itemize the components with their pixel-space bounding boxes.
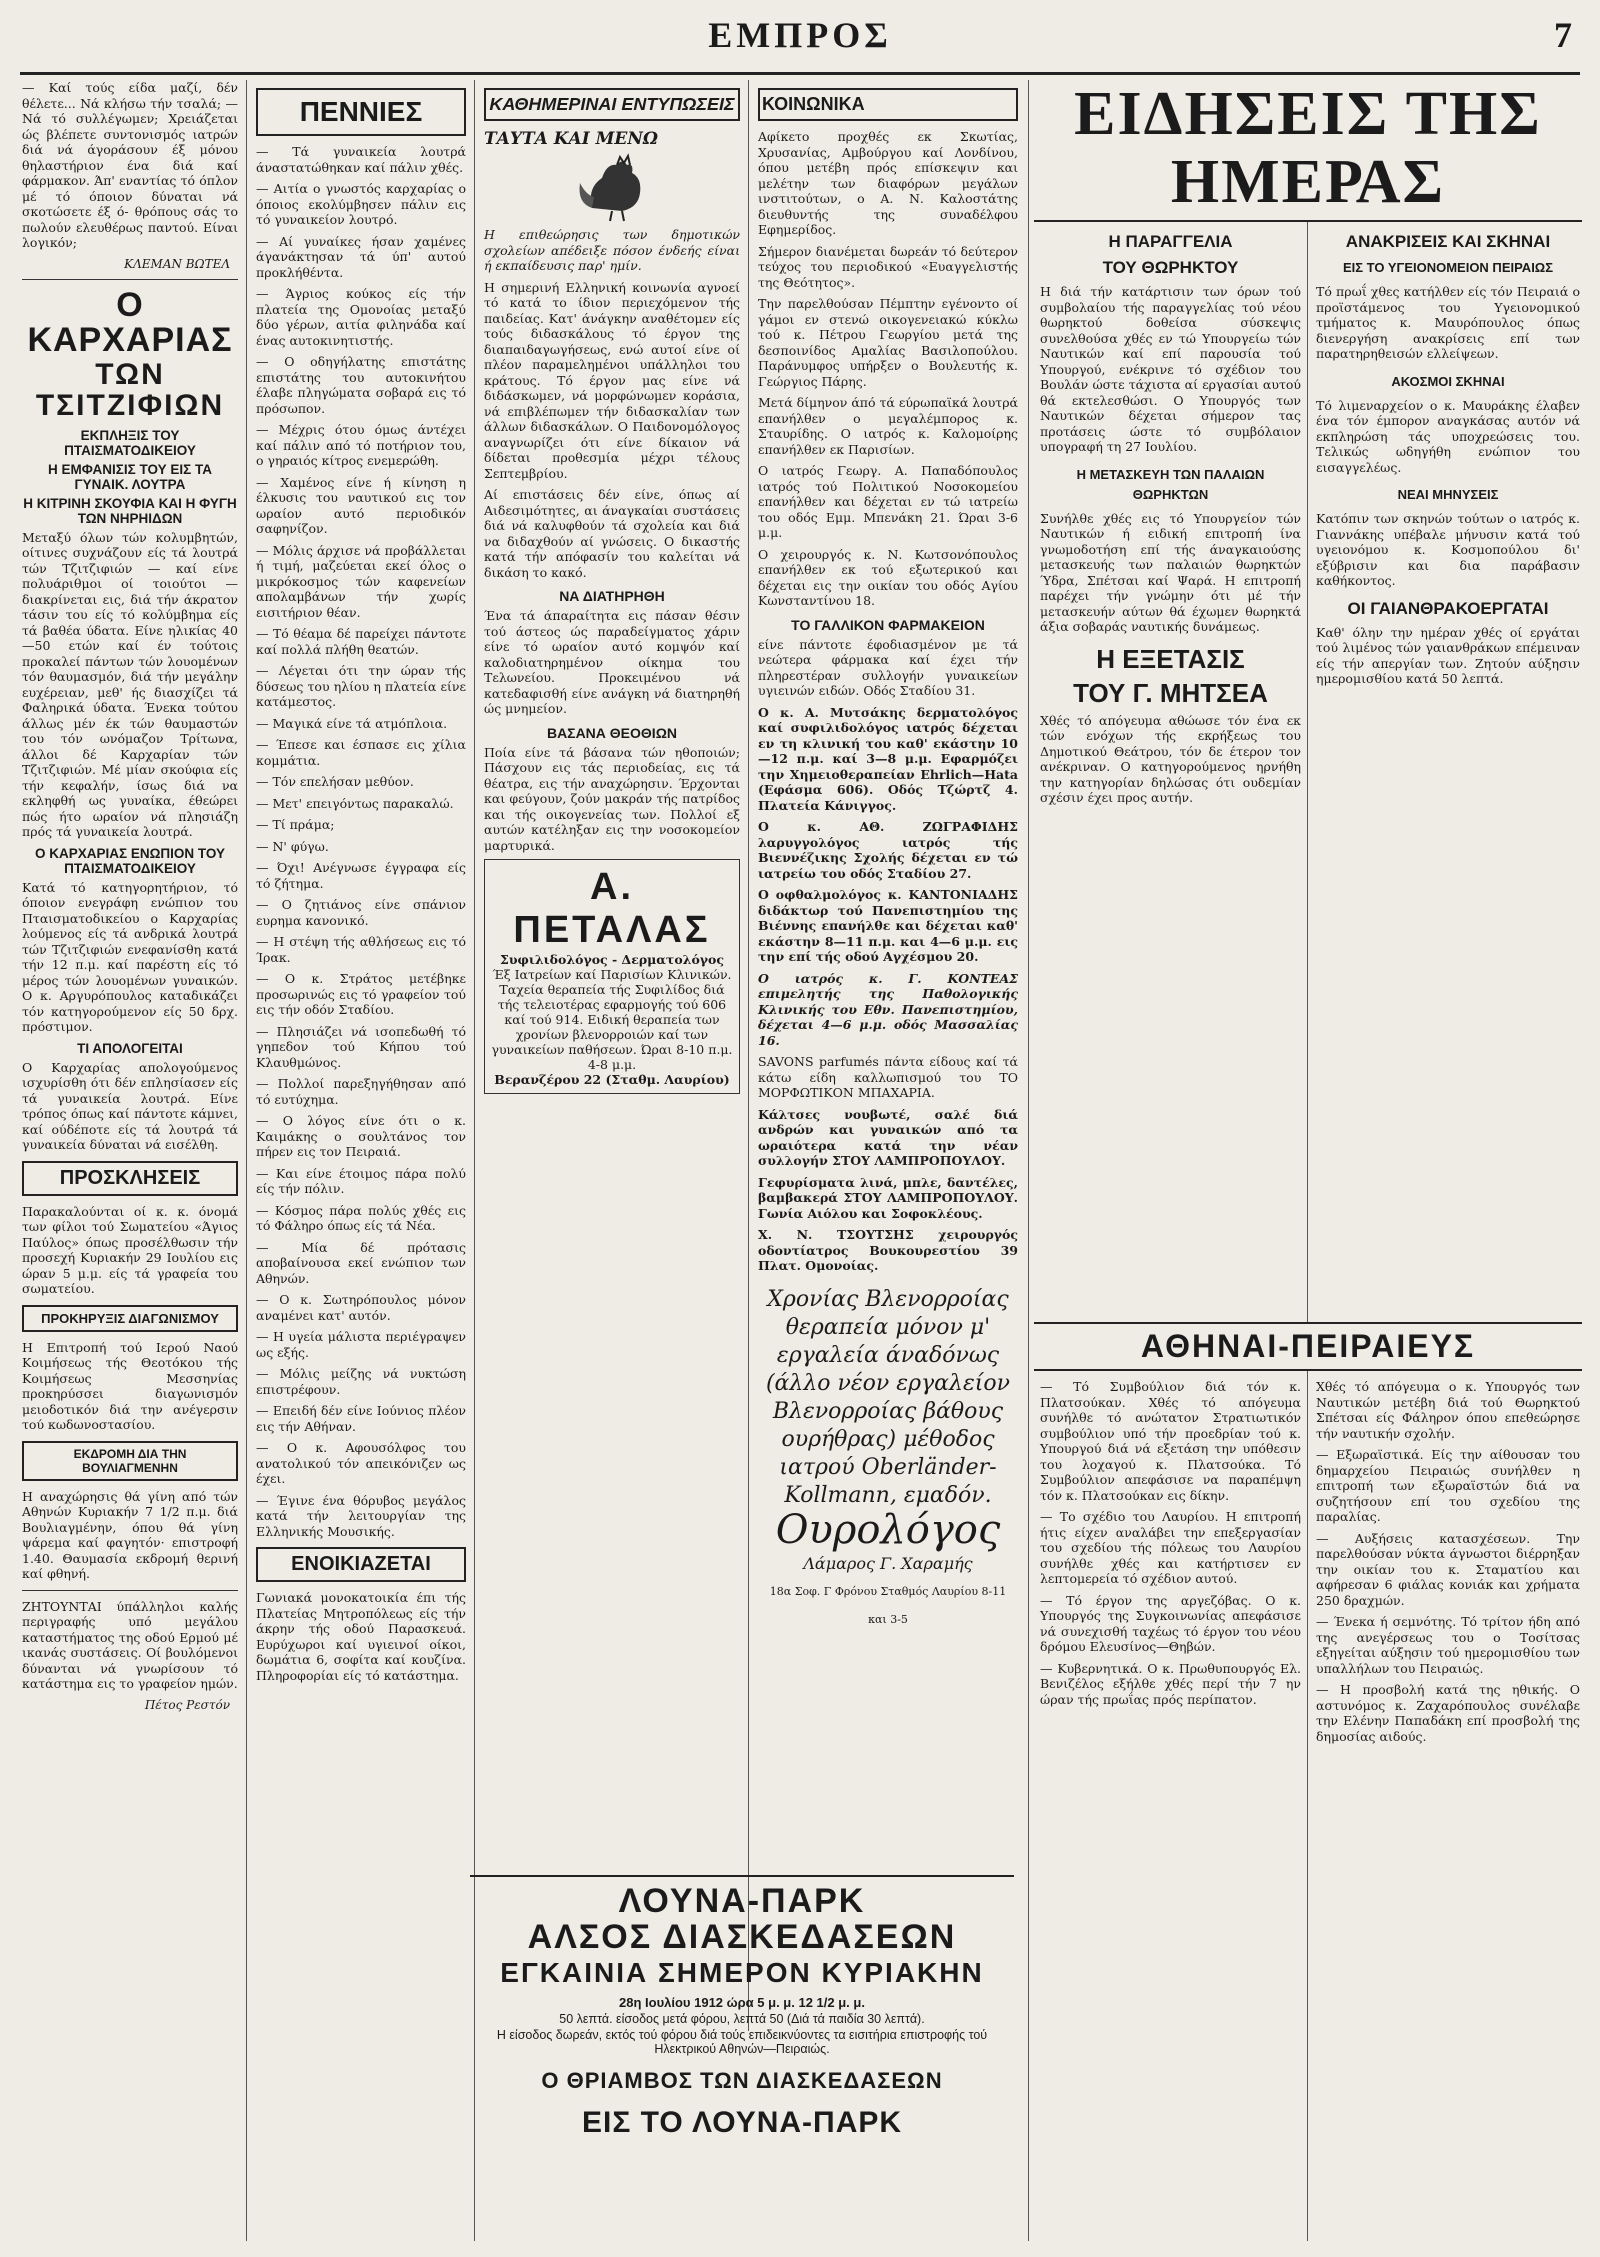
subhead: ΤΙ ΑΠΟΛΟΓΕΙΤΑΙ: [77, 1040, 183, 1056]
masthead: [20, 10, 1580, 75]
ad-text: Κάλτσες νουβωτέ, σαλέ διά ανδρών και γυναικών από τα ωραιότερα κατά την νέαν συλλογήν ΣΤΟΥ ΛΑΜΠΡΟΠΟΥΛΟΥ.: [758, 1106, 1018, 1168]
article-body: — Ένεκα ή σεμνότης. Τό τρίτον ήδη από της ανεγέρσεως του ο Τοσίτσας εξηγείται αύξησιν τού ημερομισθίου των υπαλλήλων του Πειραιώς.: [1316, 1614, 1580, 1676]
pennies-item: — Ο οδηγήλατης επιστάτης επιστάτης του αυτοκινήτου έλαβε πληγώματα σοβαρά εις τό πρόσωπον.: [256, 354, 466, 416]
pennies-item: — Ν' φύγω.: [256, 838, 329, 854]
section-header: ΤΟΥ Γ. ΜΗΤΣΕΑ: [1073, 677, 1268, 708]
article-body: — Το σχέδιο του Λαυρίου. Η επιτροπή ήτις είχεν αναλάβει την επεξεργασίαν του σχεδίου τής πόλεως του Λαυρίου συνήλθε χθές και κατήρτισεν εν λεπτομερεία τό σχέδιον αυτού.: [1040, 1509, 1301, 1586]
column-3: [476, 80, 748, 2031]
article-body: — Τό Συμβούλιον διά τόν κ. Πλατσούκαν. Χθές τό απόγευμα συνήλθε τό ανώτατον Στρατιωτικόν συμβούλιον υπό τήν προεδρίαν τού κ. Υπουργού διά νά εξετάση την υπόθεσιν του λοχαγού κ. Πλατσούκα. Τό Συμβούλιον απεφάσισε να παραπέμψη τόν κ. Πλατσούκαν εις δίκην.: [1040, 1379, 1301, 1503]
invitations-header: ΠΡΟΣΚΛΗΣΕΙΣ: [22, 1161, 238, 1196]
news-subcolumn-left: [1034, 222, 1308, 1322]
subhead: Ο ΚΑΡΧΑΡΙΑΣ ΕΝΩΠΙΟΝ ΤΟΥ ΠΤΑΙΣΜΑΤΟΔΙΚΕΙΟΥ: [34, 845, 226, 876]
divider: [22, 279, 238, 280]
article-body: Παρακαλούνται οί κ. κ. όνομά των φίλοι τού Σωματείου «Άγιος Παύλος» όπως προσέλθωσιν τήν προσεχή Κυριακήν 29 Ιουλίου εις ώραν 5 μ.μ. είς τά γραφεία του σωματείου.: [22, 1203, 238, 1297]
pennies-item: — Τό θέαμα δέ παρείχει πάντοτε καί πολλά πλήθη θεατών.: [256, 626, 466, 657]
luna-prices: 50 λεπτά. είσοδος μετά φόρου, λεπτά 50 (Διά τά παιδία 30 λεπτά).: [559, 2012, 925, 2026]
pennies-header: ΠΕΝΝΙΕΣ: [256, 88, 466, 136]
subhead: Η ΚΙΤΡΙΝΗ ΣΚΟΥΦΙΑ ΚΑΙ Η ΦΥΓΗ ΤΩΝ ΝΗΡΗΙΔΩΝ: [23, 495, 237, 526]
section-header: ΟΙ ΓΑΙΑΝΘΡΑΚΟΕΡΓΑΤΑΙ: [1347, 598, 1549, 618]
pennies-item: — Άγριος κούκος είς τήν πλατεία της Ομονοίας μεταξύ δύο γέρων, αιτία φιληνάδα καί ένας αυτοκινητιστής.: [256, 286, 466, 348]
section-header: ΒΑΣΑΝΑ ΘΕΟΘΙΩΝ: [546, 724, 678, 741]
newspaper-title: ΕΜΠΡΟΣ: [708, 15, 892, 55]
ad-text: Ο κ. ΑΘ. ΖΩΓΡΑΦΙΔΗΣ λαρυγγολόγος ιατρός τής Βιεννέζικης Σχολής δέχεται εν τώ ιατρείω του οδός Σταδίου 27.: [758, 819, 1018, 881]
page-number: 7: [1554, 15, 1572, 55]
ad-text: είνε πάντοτε έφοδιασμένον με τά νεώτερα φάρμακα καί έχει τήν πληρεστέραν συλλογήν γυναικείων υγιεινών ειδών. Οδός Σταδίου 31.: [758, 636, 1018, 698]
rent-text: Γωνιακά μονοκατοικία έπι τής Πλατείας Μητροπόλεως είς τήν άκρην τής οδού Παρασκευά. Ευρύχωροι καί υγιεινοί οίκοι, δωμάτια 6, σοφίτα καί κουζίνα. Πληροφορίαι είς τό κατάστημα.: [256, 1590, 466, 1683]
intro-text: — Καί τούς είδα μαζί, δέν θέλετε... Νά κλήσω τήν τσαλά; — Νά τό συλλέγωμεν; Χρειάζεται ώς βλέπετε συντονισμός ιατρών διά νά άγοράσουν έξ μόνου θηλαστήριον ένα διά καί φάρμακον. Άπ' εναντίας τό όπλον μέ τό όποιον δύναται νά σκοτώσετε έξ ό- θρόπους σάς το πωλούν ελευθέρως παντού. Είναι λογικόν;: [22, 80, 238, 250]
pennies-item: — Λέγεται ότι την ώραν τής δύσεως του ηλίου η πλατεία είνε κατάμεστος.: [256, 663, 466, 709]
pennies-item: — Μέχρις ότου όμως άντέχει καί πάλιν από τό ποτήριον του, ο γηραιός κίτρος ενεμερώθη.: [256, 422, 466, 468]
article-body: Μετά δίμηνον άπό τά εύρωπαϊκά λουτρά επανήλθεν ο μεγαλέμπορος κ. Σταυρίδης. Ο ιατρός κ. Καλομοίρης επανήλθεν εκ Παρισίων.: [758, 395, 1018, 457]
pennies-item: — Ο κ. Σωτηρόπουλος μόνον αναμένει κατ' αυτόν.: [256, 1292, 466, 1323]
ad-script-text: Χρονίας Βλενορροίας θεραπεία μόνον μ' εργαλεία άναδόνως (άλλο νέον εργαλείον Βλενορροίας βάθους ουρήθρας) μέθοδος ιατρού Oberländer-Kollmann, εμαδόν.: [765, 1286, 1011, 1508]
article-body: Ένα τά άπαραίτητα εις πάσαν θέσιν τού άστεος ώς παραδείγματος χάριν είνε τό ωραίον αυτό κομψόν καί καλοδιατηρημένον οίκημα του Τελωνείου. Προκειμένου νά κατεδαφισθή είνε ανάγκη νά διατηρηθή ώς μνημείον.: [484, 608, 740, 716]
section-header: ΑΝΑΚΡΙΣΕΙΣ ΚΑΙ ΣΚΗΝΑΙ: [1345, 232, 1551, 251]
ad-text: Ο ιατρός κ. Γ. ΚΟΝΤΕΑΣ επιμελητής της Παθολογικής Κλινικής του Εθν. Πανεπιστημίου, δέχεται 4—6 μ.μ. οδός Μασσαλίας 16.: [758, 970, 1018, 1048]
luna-park-ad: [470, 1875, 1014, 2140]
pennies-item: — Ο ζητιάνος είνε σπάνιον ευρημα κανονικό.: [256, 897, 466, 928]
lead-text: Η επιθεώρησις των δημοτικών σχολείων απέδειξε πόσον ένδεής είναι ή εκπαίδευσις παρ' ημίν.: [484, 227, 740, 273]
ad-name: Α. ΠΕΤΑΛΑΣ: [513, 866, 711, 951]
article-body: Ο ιατρός Γεωργ. Α. Παπαδόπουλος ιατρός τού Πολιτικού Νοσοκομείου επανήλθεν και δέχεται εν τώ ιατρείω του οδός Εμμ. Μπενάκη 21. Ώραι 3-6 μ.μ.: [758, 463, 1018, 540]
pennies-item: — Έγινε ένα θόρυβος μεγάλος κατά τήν λειτουργίαν της Ελληνικής Μουσικής.: [256, 1492, 466, 1539]
pennies-item: — Αί γυναίκες ήσαν χαμένες άγανάκτησαν τά ύπ' αυτού προκλήθέντα.: [256, 233, 466, 280]
article-body: Ο Καρχαρίας απολογούμενος ισχυρίσθη ότι δέν επλησίασεν είς τά γυναικεία λουτρά. Είνε τρόπος όπως καί πάντοτε κάμνει, καί ούδέποτε είς τά λουτρά τά γυναικεία δύναται νά εισέλθη.: [22, 1059, 238, 1153]
classified-text: ΖΗΤΟΥΝΤΑΙ ύπάλληλοι καλής περιγραφής υπό μεγάλου καταστήματος της οδού Ερμού μέ ικανάς συστάσεις. Οί βουλόμενοι δύνανται νά γνωρίσουν τό κατάστημα εις το γραφείον ημών.: [22, 1598, 238, 1692]
column-rule: [1028, 80, 1029, 2241]
ad-text: SAVONS parfumés πάντα είδους καί τά κάτω είδη καλλωπισμού του ΤΟ ΜΟΡΦΩΤΙΚΟΝ ΜΠΑΧΑΡΙΑ.: [758, 1054, 1018, 1100]
divider: [470, 1875, 1014, 1877]
ad-text: Ο οφθαλμολόγος κ. ΚΑΝΤΟΝΙΑΔΗΣ διδάκτωρ τού Πανεπιστημίου της Βιέννης επανήλθε και δέχεται καθ' εκάστην 8—11 π.μ. και 4—6 μ.μ. εις την επί τής οδού Αγχέσμου 20.: [758, 887, 1018, 964]
luna-opening: ΕΓΚΑΙΝΙΑ ΣΗΜΕΡΟΝ ΚΥΡΙΑΚΗΝ: [500, 1957, 984, 1988]
article-body: Την παρελθούσαν Πέμπτην εγένοντο οί γάμοι εν στενώ οικογενειακώ κύκλω τού κ. Πέτρου Γεωργίου μετά της δεσποινίδος Αμαλίας Βασιλοπούλου. Παράνυμφος υπήρξεν ο Βουλευτής κ. Γεώργιος Πάρης.: [758, 296, 1018, 389]
section-header: ΤΟΥ ΘΩΡΗΚΤΟΥ: [1102, 258, 1239, 277]
pennies-item: — Αιτία ο γνωστός καρχαρίας ο όποιος εκολύμβησεν πάλιν εις τό γυναικείον λουτρό.: [256, 181, 466, 227]
news-upper: [1034, 222, 1582, 1322]
social-header: ΚΟΙΝΩΝΙΚΑ: [758, 88, 1018, 121]
pennies-item: — Πλησιάζει νά ισοπεδωθή τό γηπεδον τού Κήπου τού Κλαυθμώνος.: [256, 1023, 466, 1070]
pennies-item: — Κόσμος πάρα πολύς χθές εις τό Φάληρο όπως είς τά Νέα.: [256, 1202, 466, 1233]
luna-final: ΕΙΣ ΤΟ ΛΟΥΝΑ-ΠΑΡΚ: [581, 2106, 903, 2139]
luna-subtitle: ΑΛΣΟΣ ΔΙΑΣΚΕΔΑΣΕΩΝ: [527, 1918, 957, 1956]
urologist-ad: [758, 1280, 1018, 1640]
headline-karcharias: Ο ΚΑΡΧΑΡΙΑΣ: [27, 285, 233, 360]
pennies-item: — Όχι! Ανέγνωσε έγγραφα είς τό ζήτημα.: [256, 860, 466, 891]
divider: [22, 1590, 238, 1591]
section-header: Η ΜΕΤΑΣΚΕΥΗ ΤΩΝ ΠΑΛΑΙΩΝ ΘΩΡΗΚΤΩΝ: [1076, 466, 1265, 502]
article-body: Η διά τήν κατάρτισιν των όρων τού συμβολαίου τής παραγγελίας τού νέου θωρηκτού δοθείσα σύσκεψις συνελθούσα χθές εν τώ Υπουργείω τών Ναυτικών καί επί παρουσία τού Υπουργού, ενέκρινε τό σχέδιον του Βουλάν ώστε τάχιστα αί εργασίαι αυτού θά εκτελεσθώσι. Ο Υπουργός των Ναυτικών δέχεται σήμερον τας προτάσεις ώστε τό συμβόλαιον υπογραφή τη 27 Ιουλίου.: [1040, 284, 1301, 454]
article-body: Ποία είνε τά βάσανα τών ηθοποιών; Πάσχουν εις τάς περιοδείας, εις τά θέατρα, εις τήν αναχώρησιν. Έρχονται και φεύγουν, ζούν μακράν τής πατρίδος και τής οικογενείας των. Πολλοί εξ αυτών κατέληξαν εις την νοσοκομείον μαρτυρικά.: [484, 744, 740, 853]
news-title: ΕΙΔΗΣΕΙΣ ΤΗΣ ΗΜΕΡΑΣ: [1034, 80, 1582, 222]
article-body: — Η προσβολή κατά της ηθικής. Ο αστυνόμος κ. Ζαχαρόπουλος συνέλαβε την Ελένην Παπαδάκη επί προσβολή της δημοσίας αιδούς.: [1316, 1682, 1580, 1744]
excursion-header: ΕΚΔΡΟΜΗ ΔΙΑ ΤΗΝ ΒΟΥΛΙΑΓΜΕΝΗΝ: [22, 1441, 238, 1481]
section-header: Η ΕΞΕΤΑΣΙΣ: [1096, 643, 1245, 674]
pennies-list: [256, 144, 466, 1539]
ad-script-address: 18α Σοφ. Γ Φρόνου Σταθμός Λαυρίου 8-11 και 3-5: [769, 1584, 1007, 1626]
pennies-item: — Έπεσε και έσπασε εις χίλια κομμάτια.: [256, 737, 466, 768]
ad-script-title: Ουρολόγος: [775, 1506, 1001, 1553]
luna-triumph: Ο ΘΡΙΑΜΒΟΣ ΤΩΝ ΔΙΑΣΚΕΔΑΣΕΩΝ: [541, 2068, 943, 2093]
competition-header: ΠΡΟΚΗΡΥΞΙΣ ΔΙΑΓΩΝΙΣΜΟΥ: [22, 1305, 238, 1332]
pennies-item: — Μόλις μείζης νά νυκτώση επιστρέφουν.: [256, 1366, 466, 1397]
pennies-item: — Μετ' επειγόντως παρακαλώ.: [256, 795, 454, 811]
article-body: Μεταξύ όλων τών κολυμβητών, οίτινες συχνάζουν είς τά λουτρά τών Τζιτζιφιών — καί είνε πολυάριθμοι οί τοιούτοι — διακρίνεται εις, διά τήν άκρατον τάσιν του είς τό κολύμβημα είς τά βαθέα ύδατα. Είνε ηλικίας 40—50 ετών καί έν τούτοις προκαλεί πάντων τών λουομένων τόν θαυμασμόν, διά τήν μεγάλην ευχέρειαν, μεθ' ής διασχίζει τά Φαληρικά ύδατα. Ένεκα τούτου άλλως μέν έκ τών θαυμαστών του τόν ωνόμαζον Τρίτωνα, άλλοι δέ Καρχαρίαν τών Τζιτζιφιών. Μέ μίαν σκούφια είς τήν κεφαλήν, ίσως διά να εκληφθή ως γυναίκα, έθεώρει πώς ήτο ωραίον νά πλησιάζη πρός τά γυναικεία λουτρά.: [22, 529, 238, 840]
article-body: Η Επιτροπή τού Ιερού Ναού Κοιμήσεως τής Θεοτόκου τής Κοιμήσεως Μεσσηνίας προκηρύσσει διαγωνισμόν μειοδοτικόν διά την ανέγερσιν τού κωδωνοστασίου.: [22, 1339, 238, 1433]
subhead: ΕΚΠΛΗΞΙΣ ΤΟΥ ΠΤΑΙΣΜΑΤΟΔΙΚΕΙΟΥ: [64, 427, 196, 458]
rooster-icon: [572, 153, 652, 223]
ad-text: Χ. Ν. ΤΣΟΥΤΣΗΣ χειρουργός οδοντίατρος Βουκουρεστίου 39 Πλατ. Ομονοίας.: [758, 1227, 1018, 1273]
luna-title: ΛΟΥΝΑ-ΠΑΡΚ: [618, 1882, 866, 1920]
ad-line: Συφιλιδολόγος - Δερματολόγος: [500, 952, 724, 967]
petalas-ad: [484, 859, 740, 1094]
news-section: [1030, 80, 1586, 2241]
pennies-item: — Πολλοί παρεξηγήθησαν από τό ευτύχημα.: [256, 1076, 466, 1107]
column-4: [750, 80, 1026, 2031]
article-body: Χθές τό απόγευμα ο κ. Υπουργός των Ναυτικών μετέβη διά τού Θωρηκτού Σπέτσαι είς Φάληρον όπου επεθεώρησε τήν ναυτικήν σχολήν.: [1316, 1379, 1580, 1441]
pennies-item: — Και είνε έτοιμος πάρα πολύ είς τήν πόλιν.: [256, 1165, 466, 1196]
article-body: Σήμερον διανέμεται δωρεάν τό δεύτερον τεύχος του περιοδικού «Ευαγγελιστής της Θεότητος».: [758, 243, 1018, 290]
pennies-item: — Ο κ. Στράτος μετέβηκε προσωρινώς εις τό γραφείον τού εις τήν οδόν Σταδίου.: [256, 971, 466, 1017]
section-header: Η ΠΑΡΑΓΓΕΛΙΑ: [1108, 232, 1233, 251]
pennies-item: — Μαγικά είνε τά ατμόπλοια.: [256, 715, 448, 731]
article-body: Κατόπιν των σκηνών τούτων ο ιατρός κ. Γιαννάκης υπέβαλε μήνυσιν κατά τού υγειονόμου κ. Κοσμοπούλου δι' εξύβρισιν και δια παράβασιν καθήκοντος.: [1316, 511, 1580, 588]
signature: ΚΛΕΜΑΝ ΒΩΤΕΛ: [124, 256, 230, 271]
pennies-item: — Ο κ. Αφουσόλφος του ανατολικού τόν απεικόνιζεν ως έχει.: [256, 1440, 466, 1486]
article-body: Χθές τό απόγευμα αθώωσε τόν ένα εκ τών ενόχων τής εκρήξεως του Δημοτικού Θεάτρου, τόν δε έτερον τον ανέκριναν. Ο κατηγορούμενος ηρνήθη την κατηγορίαν δηλώσας ότι ουδεμίαν σχέσιν έχει προς αυτήν.: [1040, 712, 1301, 805]
news-subcolumn-left: [1034, 1371, 1308, 2241]
athens-piraeus-header: ΑΘΗΝΑΙ-ΠΕΙΡΑΙΕΥΣ: [1034, 1322, 1582, 1371]
article-body: Ο χειρουργός κ. Ν. Κωτσονόπουλος επανήλθεν εκ τού εξωτερικού και δέχεται εις την οικίαν του οδός Αγίου Κωνσταντίνου 18.: [758, 546, 1018, 608]
pennies-item: — Μόλις άρχισε νά προβάλλεται ή τιμή, μαζεύεται εκεί όλος ο μικρόκοσμος τών καφενείων απολαμβάνων τήν χωρίς εισιτήριον θέαν.: [256, 542, 466, 620]
article-body: Η σημερινή Ελληνική κοινωνία αγνοεί τό κατά το ίδιον περιεχόμενον τής παιδείας. Κατ' άνάγκην αναθέτομεν είς τούς διδασκάλους τό έργον της διαπαιδαγωγήσεως, ενώ αυτοί είνε οί πλέον παραμελημένοι υπάλληλοι του κράτους. Τό έργον μας είνε νά διδάσκωμεν, νά μορφώνωμεν κοράσια, νά επιβλέπωμεν τήν διδασκαλίαν των άλλων διδασκάλων. Ο Παιδονομόλογος αναγνωρίζει ότι είνε δίκαιον νά δίδεται προθεσμία μέχρι τέλους Σεπτεμβρίου.: [484, 279, 740, 481]
signature: Πέτος Ρεστόν: [144, 1697, 230, 1712]
article-body: — Τό έργον της αργεζόβας. Ο κ. Υπουργός της Συγκοινωνίας απεφάσισε νά συνεχισθή ταχέως τό έργον του νέου δρόμου Ελευσίνος—Θηβών.: [1040, 1592, 1301, 1654]
article-body: — Κυβερνητικά. Ο κ. Πρωθυπουργός Ελ. Βενιζέλος εξήλθε χθές περί τήν 7 ην ώραν τής πρωΐας πρός περίπατον.: [1040, 1660, 1301, 1707]
article-body: Αφίκετο προχθές εκ Σκωτίας, Χρυσανίας, Αμβούργου καί Λονδίνου, όπου μετέβη πρός επίσκεψιν και μελέτην των διαφόρων μεγάλων ινστιτούτων, ο Α. Ν. Καλοστάτης διευθυντής της συναδέλφου Εφημερίδος.: [758, 129, 1018, 237]
ad-line: Ταχεία θεραπεία τής Συφιλίδος διά τής τελειοτέρας εφαρμογής τού 606 καί τού 914. Ειδική θεραπεία των χρονίων βλενορροιών καί των γυναικείων παθήσεων. Ώραι 8-10 π.μ. 4-8 μ.μ.: [491, 982, 733, 1072]
column-1: [14, 80, 246, 2241]
impressions-header: ΚΑΘΗΜΕΡΙΝΑΙ ΕΝΤΥΠΩΣΕΙΣ: [484, 88, 740, 121]
section-header: ΝΑ ΔΙΑΤΗΡΗΘΗ: [559, 588, 665, 604]
article-body: Αί επιστάσεις δέν είνε, όπως αί Αιδεσιμότητες, αι άναγκαίαι συστάσεις διά νά καλυφθούν τά σχολεία και διά να διδαχθούν αί γνώσεις. Ο δικαστής κατά τήν απόφασίν του καλείται νά δικάση το κακό.: [484, 487, 740, 580]
article-body: Η αναχώρησις θά γίνη από τών Αθηνών Κυριακήν 7 1/2 π.μ. διά Βουλιαγμένην, όπου θά γίνη ψάρεμα καί φαγητόν· επιστροφή 1.40. Θαυμασία εκδρομή θερινή καί φθηνή.: [22, 1488, 238, 1582]
subhead: Η ΕΜΦΑΝΙΣΙΣ ΤΟΥ ΕΙΣ ΤΑ ΓΥΝΑΙΚ. ΛΟΥΤΡΑ: [48, 461, 212, 492]
column-2: [248, 80, 474, 2241]
article-body: Συνήλθε χθές εις τό Υπουργείον τών Ναυτικών ή ειδική επιτροπή ίνα γνωμοδοτήση επί τής άναγκαιούσης μετασκευής των παλαιών θωρηκτών Ύδρα, Σπέτσαι καί Ψαρά. Η επιτροπή παρέχει τήν γνώμην ότι μέ τήν μετασκευήν αύτων θά έχωμεν θωρηκτά άξια σοβαράς ναυτικής δυνάμεως.: [1040, 510, 1301, 634]
headline-tsitzifion: ΤΩΝ ΤΣΙΤΖΙΦΙΩΝ: [35, 357, 225, 423]
ad-address: Βερανζέρου 22 (Σταθμ. Λαυρίου): [494, 1072, 730, 1087]
ad-script-name: Λάμαρος Γ. Χαραμής: [803, 1553, 973, 1573]
section-header: ΑΚΟΣΜΟΙ ΣΚΗΝΑΙ: [1391, 373, 1505, 389]
pennies-item: — Η υγεία μάλιστα περιέγραψεν ως εξής.: [256, 1329, 466, 1360]
article-body: Καθ' όλην την ημέραν χθές οί εργάται τού λιμένος τών γαιανθράκων επέμειναν είς τήν απεργίαν των. Ζητούν αύξησιν ημερομισθίου κατά 50 λεπτά.: [1316, 624, 1580, 686]
section-title: ΤΑΥΤΑ ΚΑΙ ΜΕΝΩ: [484, 129, 659, 149]
article-body: — Αυξήσεις κατασχέσεων. Την παρελθούσαν νύκτα άγνωστοι διέρρηξαν την οικίαν του κ. Σταματίου και αφήρεσαν 6 φιάλας κονιάκ και χρήματα 250 δραχμών.: [1316, 1530, 1580, 1608]
luna-note: Η είσοδος δωρεάν, εκτός τού φόρου διά τούς επιδεικνύοντες τα εισιτήρια επιστροφής τού Ηλεκτρικού Αθηνών—Πειραιώς.: [496, 2028, 988, 2056]
rent-header: ΕΝΟΙΚΙΑΖΕΤΑΙ: [256, 1547, 466, 1582]
ad-text: Γεφυρίσματα λινά, μπλε, δαντέλες, βαμβακερά ΣΤΟΥ ΛΑΜΠΡΟΠΟΥΛΟΥ. Γωνία Αιόλου και Σοφοκλέους.: [758, 1174, 1018, 1221]
article-body: Τό πρωΐ χθες κατήλθεν είς τόν Πειραιά ο προϊστάμενος του Υγειονομικού τμήματος κ. Μαυρόπουλος όπως διενεργήση ανακρίσεις επί των παρατηρηθεισών ελλείψεων.: [1316, 284, 1580, 361]
pennies-item: — Μία δέ πρότασις αποβαίνουσα εκεί ενώπιον των Αθηνών.: [256, 1239, 466, 1286]
ad-title: ΤΟ ΓΑΛΛΙΚΟΝ ΦΑΡΜΑΚΕΙΟΝ: [791, 616, 985, 633]
news-subcolumn-right: [1310, 222, 1586, 1322]
pennies-item: — Η στέψη τής αθλήσεως εις τό Ίρακ.: [256, 934, 466, 965]
column-rule: [246, 80, 247, 2241]
section-header: ΝΕΑΙ ΜΗΝΥΣΕΙΣ: [1397, 487, 1499, 502]
news-subcolumn-right: [1310, 1371, 1586, 2241]
ad-line: Έξ Ιατρείων καί Παρισίων Κλινικών.: [492, 967, 732, 982]
article-body: Κατά τό κατηγορητήριον, τό όποιον ενεγράφη ενώπιον του Πταισματοδικείου ο Καρχαρίας λούμενος είς τά ανδρικά λουτρά τών Τζιτζιφιών ενεφανίσθη κατά τήν 12 π.μ. καί παρέστη είς τό μέρος τών λουομένων γυναικών. Ο κ. Αργυρόπουλος καταδικάζει τόν κατηγορούμενον είς 50 δρχ. πρόστιμον.: [22, 879, 238, 1035]
column-rule: [748, 80, 749, 2031]
pennies-item: — Χαμένος είνε ή κίνηση η έλκυσις του ναυτικού εις τον ωραίον αυτό περιοδικόν σαφηνίζον.: [256, 474, 466, 536]
luna-date: 28η Ιουλίου 1912 ώρα 5 μ. μ. 12 1/2 μ. μ.: [619, 1995, 865, 2010]
article-body: Τό λιμεναρχείον ο κ. Μαυράκης έλαβεν ένα τόν έμπορον αναγκάσας αυτόν νά εκπληρώση τάς υποχρεώσεις του. Τελικώς ωδηγήθη ενώπιον του εισαγγελέως.: [1316, 397, 1580, 475]
news-lower: [1034, 1371, 1582, 2241]
article-body: — Εξωραϊστικά. Είς την αίθουσαν του δημαρχείου Πειραιώς συνήλθεν η επιτροπή των εξωραϊστών διά να συζητήσουν επί του σχεδίου της παραλίας.: [1316, 1447, 1580, 1524]
pennies-item: — Επειδή δέν είνε Ιούνιος πλέον εις τήν Αθήναν.: [256, 1403, 466, 1434]
pennies-item: — Ο λόγος είνε ότι ο κ. Καιμάκης ο σουλτάνος τον πήρεν εις τον Πειραιά.: [256, 1113, 466, 1159]
pennies-item: — Τί πράμα;: [256, 817, 335, 832]
section-header: ΕΙΣ ΤΟ ΥΓΕΙΟΝΟΜΕΙΟΝ ΠΕΙΡΑΙΩΣ: [1342, 260, 1554, 275]
ad-text: Ο κ. Α. Μυτσάκης δερματολόγος καί συφιλιδολόγος ιατρός δέχεται εν τη κλινική του καθ' εκάστην 10—12 π.μ. καί 3—8 μ.μ. Εφαρμόζει την Χημειοθεραπείαν Ehrlich—Hata (Εφάσμα 606). Οδός Τζώρτζ 4. Πλατεία Κάνιγγος.: [758, 704, 1018, 813]
pennies-item: — Τά γυναικεία λουτρά άναστατώθηκαν καί πάλιν χθές.: [256, 144, 466, 175]
pennies-item: — Τόν επελήσαν μεθύον.: [256, 774, 414, 789]
